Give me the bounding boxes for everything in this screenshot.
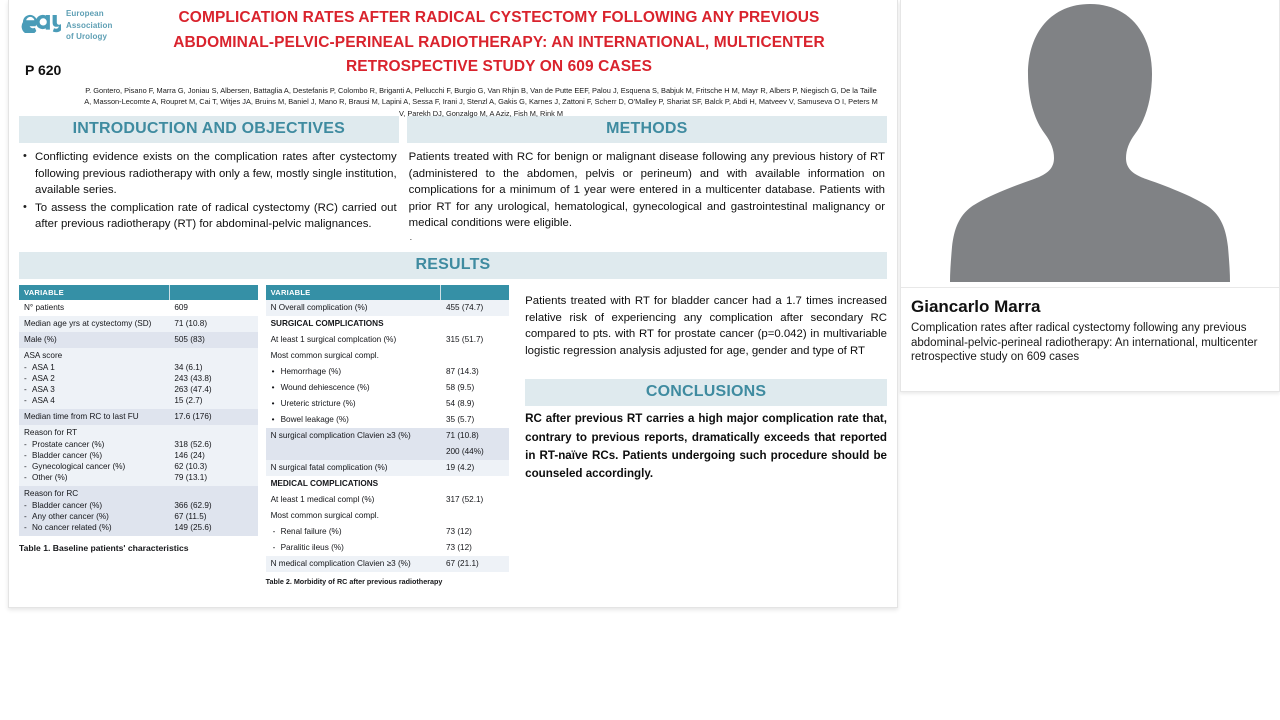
table2-r1-value [441, 316, 509, 332]
table-row [266, 316, 510, 332]
table1-col-variable: VARIABLE [19, 285, 169, 300]
methods-trailing-dot: . [409, 231, 413, 242]
table2-r16-label: N medical complication Clavien ≥3 (%) [266, 556, 441, 572]
table1-r3-label: ASA score [24, 351, 63, 361]
table2-r12-value: 317 (52.1) [441, 492, 509, 508]
table1-rc-nocancer-value: 149 (25.6) [174, 523, 212, 533]
table1-r5-label: Reason for RT [24, 428, 78, 438]
table2-col-variable: VARIABLE [266, 285, 441, 300]
table-row [19, 348, 258, 409]
table-row [266, 396, 510, 412]
table2-r3-label: Most common surgical compl. [266, 348, 441, 364]
table1-reason-rc-group [19, 486, 169, 536]
table1-reason-rt-group [19, 425, 169, 486]
table1-r1-label: Median age yrs at cystectomy (SD) [19, 316, 169, 332]
eau-logo-text [66, 8, 112, 43]
table2-r13-label: Most common surgical compl. [266, 508, 441, 524]
table-row [19, 409, 258, 425]
methods-section [407, 116, 887, 242]
table1-r2-label: Male (%) [19, 332, 169, 348]
table1-rc-other-value: 67 (11.5) [174, 512, 207, 522]
table1-rc-bladder-label: - Bladder cancer (%) [24, 500, 164, 511]
table2-r0-label: N Overall complication (%) [266, 300, 441, 316]
table-row [266, 460, 510, 476]
presenter-card [900, 0, 1280, 392]
table1 [19, 285, 258, 536]
table1-r2-value: 505 (83) [169, 332, 257, 348]
table1-r1-value: 71 (10.8) [169, 316, 257, 332]
table1-rc-nocancer-label: - No cancer related (%) [24, 522, 164, 533]
table1-reason-rc-values [169, 486, 257, 536]
table-row [266, 300, 510, 316]
table2-r10-value: 19 (4.2) [441, 460, 509, 476]
table-row [266, 508, 510, 524]
table2-col-value [441, 285, 509, 300]
table2-r9-label [266, 444, 441, 460]
table1-asa4-label: - ASA 4 [24, 395, 164, 406]
table1-wrapper [19, 285, 258, 586]
table1-asa3-value: 263 (47.4) [174, 385, 212, 395]
table2-r12-label: At least 1 medical compl (%) [266, 492, 441, 508]
poster-header [19, 4, 887, 116]
table2-r6-value: 54 (8.9) [441, 396, 509, 412]
table2-r5-value: 58 (9.5) [441, 380, 509, 396]
table2-r6-label: • Ureteric stricture (%) [271, 398, 436, 409]
table1-reason-rt-values [169, 425, 257, 486]
table-row [266, 332, 510, 348]
table1-asa-values [169, 348, 257, 409]
table1-rt-bladder-label: - Bladder cancer (%) [24, 450, 164, 461]
table1-rt-prostate-value: 318 (52.6) [174, 440, 212, 450]
table-row [19, 316, 258, 332]
eau-logo-line2: Association [66, 20, 113, 30]
table2-r8-label: N surgical complication Clavien ≥3 (%) [266, 428, 441, 444]
table-row [19, 486, 258, 536]
presenter-name: Giancarlo Marra [911, 297, 1041, 316]
table-row [266, 492, 510, 508]
table2-r2-label: At least 1 surgical complcation (%) [266, 332, 441, 348]
table2-r15-value: 73 (12) [441, 540, 509, 556]
table-row [266, 380, 510, 396]
table2-r13-value [441, 508, 509, 524]
table1-col-value [169, 285, 257, 300]
table-row [19, 300, 258, 316]
table2 [266, 285, 510, 572]
table2-r0-value: 455 (74.7) [441, 300, 509, 316]
introduction-bullet-list [19, 143, 399, 233]
table1-asa1-value: 34 (6.1) [174, 363, 203, 373]
table1-r0-label: N° patients [19, 300, 169, 316]
methods-text: Patients treated with RC for benign or malignant disease following any previous history of RT (administered to the abdomen, pelvis or perineum) and with available information on complications for a minimum of 1 year were entered in a multicenter database. Patients with prior RT for any urological, hematological, gynecological and gastrointestinal malignancy or medical conditions were eligible. [408, 151, 885, 230]
table2-r3-value [441, 348, 509, 364]
person-placeholder-icon [940, 0, 1240, 287]
table-row [266, 428, 510, 444]
eau-logo-line3: of Urology [66, 32, 107, 41]
table2-r14-label: - Renal failure (%) [271, 526, 436, 537]
table-row [266, 412, 510, 428]
table-header-row [19, 285, 258, 300]
table1-rt-other-value: 79 (13.1) [174, 473, 208, 483]
introduction-section [19, 116, 399, 242]
table1-caption: Table 1. Baseline patients' characteristics [19, 542, 189, 553]
poster-panel [8, 0, 898, 608]
table-row [266, 444, 510, 460]
table2-r8-value: 71 (10.8) [441, 428, 509, 444]
poster-title: COMPLICATION RATES AFTER RADICAL CYSTECTOMY FOLLOWING ANY PREVIOUS ABDOMINAL-PELVIC-PERINEAL RADIOTHERAPY: AN INTERNATIONAL, MULTICENTER RETROSPECTIVE STUDY ON 609 CASES [173, 9, 825, 75]
table1-rt-gyn-label: - Gynecological cancer (%) [24, 461, 164, 472]
presenter-description: Complication rates after radical cystectomy following any previous abdominal-pelvic-perineal radiotherapy: An international, multicenter retrospective study on 609 cases [911, 322, 1258, 364]
table1-rt-gyn-value: 62 (10.3) [174, 462, 208, 472]
table2-r7-label: • Bowel leakage (%) [271, 414, 436, 425]
table1-asa4-value: 15 (2.7) [174, 396, 203, 406]
table1-asa-group [19, 348, 169, 409]
table2-r14-value: 73 (12) [441, 524, 509, 540]
table-row [266, 348, 510, 364]
table2-r1-label: SURGICAL COMPLICATIONS [266, 316, 441, 332]
avatar [901, 0, 1279, 288]
results-text: Patients treated with RT for bladder cancer had a 1.7 times increased relative risk of experiencing any complication after secondary RC compared to pts. with RT for prostate cancer (p=0.042) in multivariable logistic regression analysis adjusted for age, gender and type of RT [525, 294, 888, 357]
table-row [266, 556, 510, 572]
table2-r4-value: 87 (14.3) [441, 364, 509, 380]
table-row [266, 524, 510, 540]
results-text-column [517, 285, 887, 586]
table-row [19, 425, 258, 486]
results-row [19, 285, 887, 586]
eau-logo-mark [21, 11, 61, 33]
table1-rt-other-label: - Other (%) [24, 472, 164, 483]
table1-asa2-label: - ASA 2 [24, 373, 164, 384]
list-item: • Conflicting evidence exists on the complication rates after cystectomy following previous radiotherapy with only a few, mostly single institution, available series. [21, 149, 397, 199]
intro-methods-row [19, 116, 887, 242]
table1-rt-bladder-value: 146 (24) [174, 451, 205, 461]
table1-rc-other-label: - Any other cancer (%) [24, 511, 164, 522]
table2-r5-label: • Wound dehiescence (%) [271, 382, 436, 393]
results-heading: RESULTS [19, 252, 887, 279]
table1-r6-label: Reason for RC [24, 489, 79, 499]
table2-r16-value: 67 (21.1) [441, 556, 509, 572]
table1-r4-label: Median time from RC to last FU [19, 409, 169, 425]
introduction-heading: INTRODUCTION AND OBJECTIVES [19, 116, 399, 143]
table2-caption: Table 2. Morbidity of RC after previous radiotherapy [265, 576, 443, 586]
table1-asa2-value: 243 (43.8) [174, 374, 212, 384]
table2-wrapper [266, 285, 510, 586]
table1-rt-prostate-label: - Prostate cancer (%) [24, 439, 164, 450]
table-row [266, 540, 510, 556]
table2-r11-label: MEDICAL COMPLICATIONS [266, 476, 441, 492]
table2-r10-label: N surgical fatal complication (%) [266, 460, 441, 476]
table1-r0-value: 609 [169, 300, 257, 316]
table-header-row [266, 285, 510, 300]
table1-rc-bladder-value: 366 (62.9) [174, 501, 212, 511]
conclusions-heading: CONCLUSIONS [525, 379, 887, 406]
table2-r4-label: • Hemorrhage (%) [271, 366, 436, 377]
poster-number: P 620 [25, 62, 62, 78]
table2-r2-value: 315 (51.7) [441, 332, 509, 348]
eau-logo-line1: European [66, 9, 104, 18]
eau-logo [21, 8, 125, 54]
table2-r15-label: - Paralitic ileus (%) [271, 542, 436, 553]
author-list: P. Gontero, Pisano F, Marra G, Joniau S, Albersen, Battaglia A, Destefanis P, Colombo R, Briganti A, Pellucchi F, Burgio G, Van Rhjin B, Van de Putte EEF, Palou J, Esquena S, Babjuk M, Fritsche H M, Mayr R, Albers P, Niegisch G, De la Taille A, Masson-Lecomte A, Roupret M, Cai T, Witjes JA, Bruins M, Baniel J, Mano R, Brausi M, Lapini A, Sessa F, Irani J, Stenzl A, Gakis G, Karnes J, Zattoni F, Scherr D, O'Malley P, Shariat SF, Balck P, Abdi H, Matveev V, Samuseva O I, Peters M V, Parekh DJ, Gonzalgo M, A Aziz, Fish M, Rink M [84, 85, 878, 118]
table-row [19, 332, 258, 348]
table2-r11-value [441, 476, 509, 492]
table-row [266, 364, 510, 380]
table-row [266, 476, 510, 492]
table2-r9-value: 200 (44%) [441, 444, 509, 460]
list-item: • To assess the complication rate of radical cystectomy (RC) carried out after previous radiotherapy (RT) for abdominal-pelvic malignances. [21, 200, 397, 233]
table1-asa1-label: - ASA 1 [24, 362, 164, 373]
table1-asa3-label: - ASA 3 [24, 384, 164, 395]
presenter-info [901, 288, 1279, 365]
table2-r7-value: 35 (5.7) [441, 412, 509, 428]
conclusions-text: RC after previous RT carries a high major complication rate that, contrary to previous reports, dramatically exceeds that reported in RT-naïve RCs. Patients undergoing such procedure should be counseled accordingly. [525, 412, 888, 480]
methods-heading: METHODS [407, 116, 887, 143]
table1-r4-value: 17.6 (176) [169, 409, 257, 425]
